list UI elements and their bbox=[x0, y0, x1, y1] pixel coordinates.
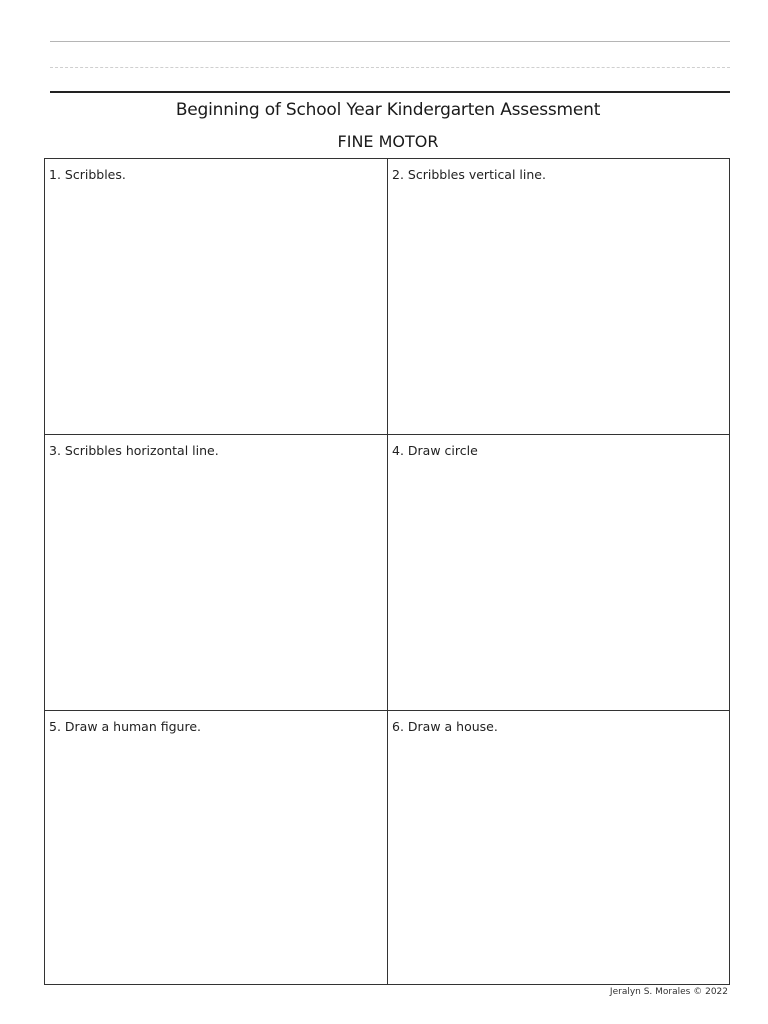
task-label: 3. Scribbles horizontal line. bbox=[49, 443, 219, 458]
assessment-grid bbox=[44, 158, 730, 985]
task-label: 6. Draw a house. bbox=[392, 719, 498, 734]
task-label: 4. Draw circle bbox=[392, 443, 478, 458]
name-line-midline bbox=[50, 67, 730, 68]
page-title: Beginning of School Year Kindergarten Assessment bbox=[175, 100, 601, 120]
name-line-baseline bbox=[50, 91, 730, 93]
name-line-top bbox=[50, 41, 730, 42]
task-box-human-figure[interactable] bbox=[45, 711, 388, 984]
task-box-circle[interactable] bbox=[388, 435, 729, 711]
task-label: 1. Scribbles. bbox=[49, 167, 126, 182]
page-subtitle: FINE MOTOR bbox=[337, 132, 439, 151]
task-box-vertical-line[interactable] bbox=[388, 159, 729, 435]
task-box-scribbles[interactable] bbox=[45, 159, 388, 435]
task-box-horizontal-line[interactable] bbox=[45, 435, 388, 711]
copyright-credit: Jeralyn S. Morales © 2022 bbox=[609, 987, 728, 997]
task-label: 5. Draw a human figure. bbox=[49, 719, 201, 734]
task-box-house[interactable] bbox=[388, 711, 729, 984]
task-label: 2. Scribbles vertical line. bbox=[392, 167, 546, 182]
